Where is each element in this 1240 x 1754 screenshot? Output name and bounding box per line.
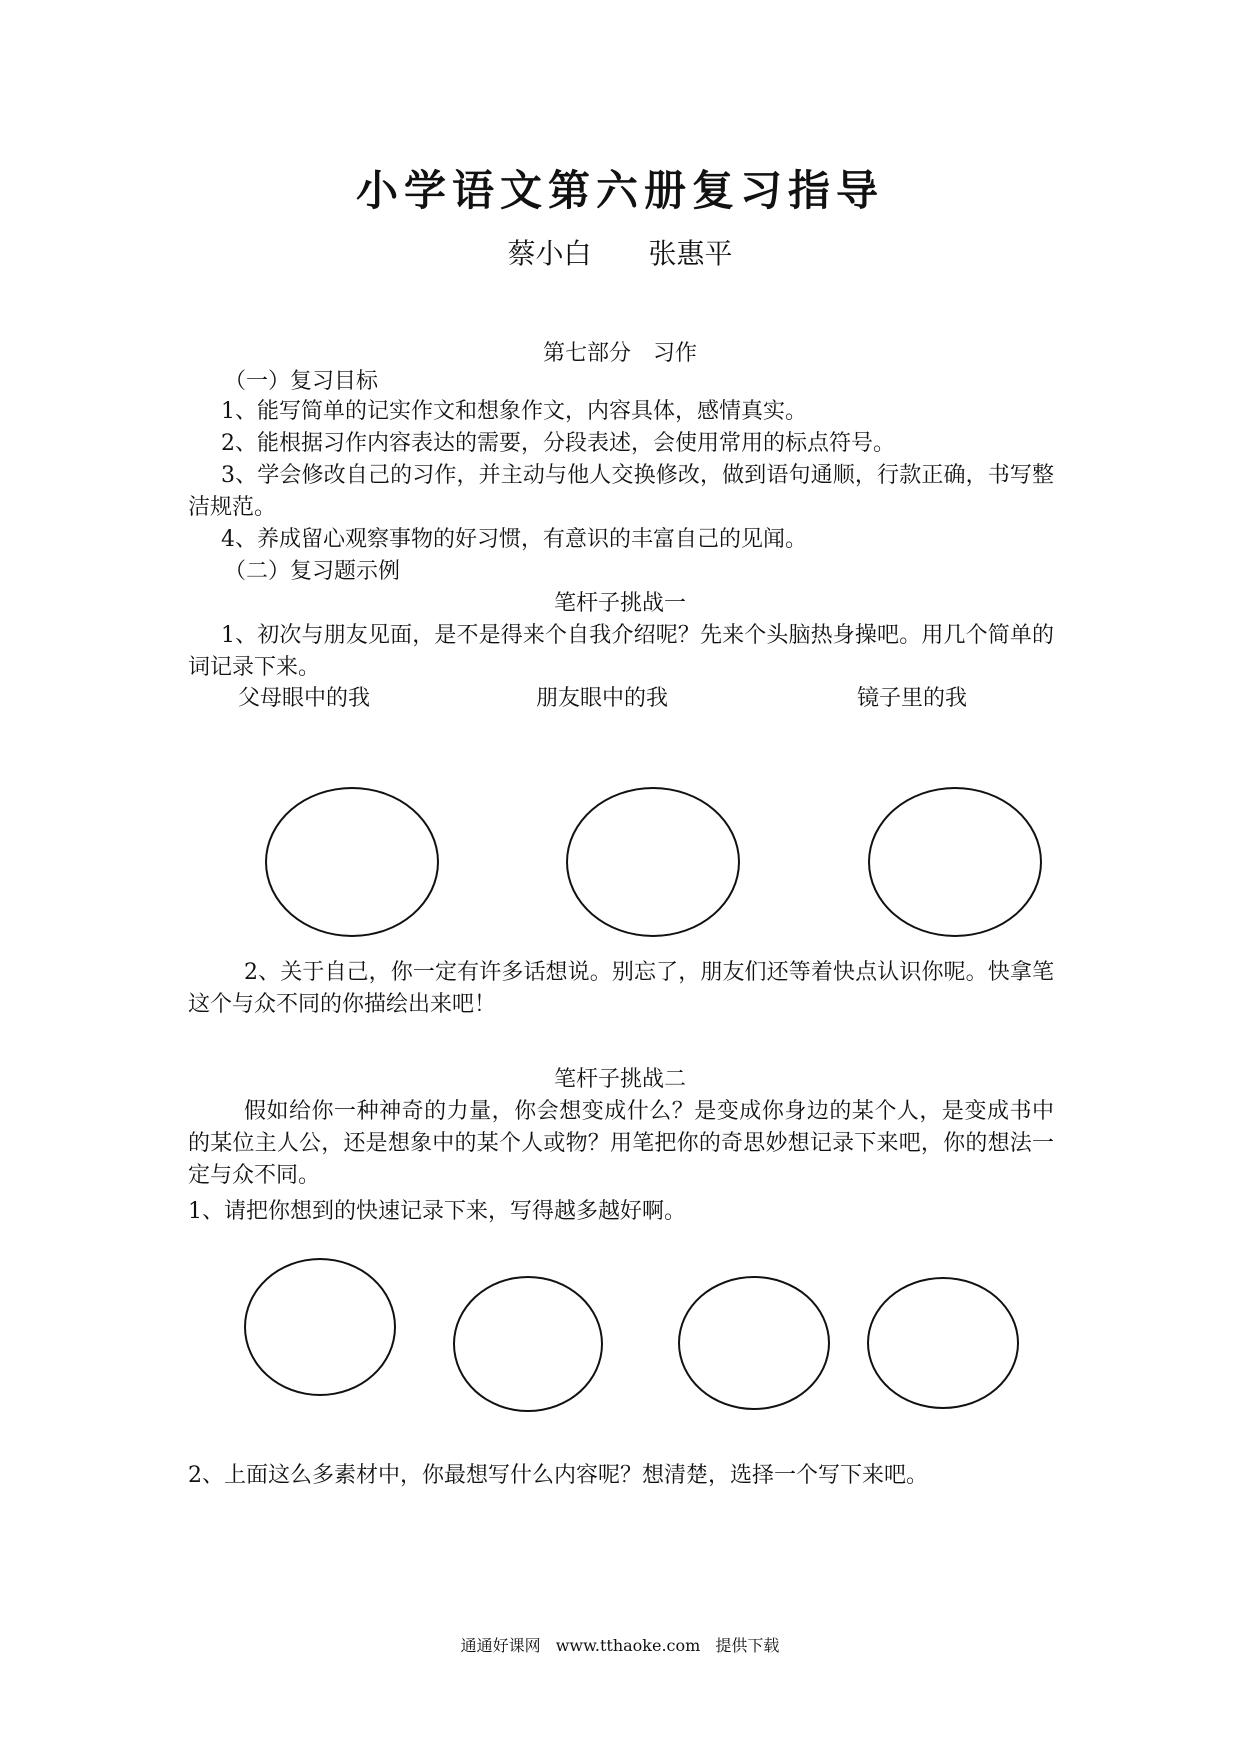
author-name: 张惠平 bbox=[648, 237, 733, 270]
authors bbox=[0, 232, 1240, 272]
answer-circle bbox=[265, 787, 439, 937]
footer-note: 提供下载 bbox=[715, 1636, 780, 1655]
answer-circle bbox=[678, 1276, 830, 1410]
footer-site-name: 通通好课网 bbox=[460, 1636, 541, 1655]
challenge-question: 2、上面这么多素材中，你最想写什么内容呢？想清楚，选择一个写下来吧。 bbox=[188, 1463, 928, 1488]
answer-circle bbox=[566, 787, 740, 937]
section-title: 第七部分 习作 bbox=[542, 341, 697, 366]
answer-circle bbox=[867, 1277, 1019, 1409]
challenge-title: 笔杆子挑战一 bbox=[553, 591, 686, 616]
author-name: 蔡小白 bbox=[507, 237, 592, 270]
circle-label: 父母眼中的我 bbox=[237, 686, 370, 711]
answer-circle bbox=[453, 1276, 603, 1412]
challenge-question: 2、关于自己，你一定有许多话想说。别忘了，朋友们还等着快点认识你呢。快拿笔这个与众不同的你描绘出来吧！ bbox=[188, 960, 1054, 1017]
challenge-title: 笔杆子挑战二 bbox=[553, 1067, 686, 1092]
goals-heading: （一）复习目标 bbox=[224, 369, 379, 394]
goal-item: 4、养成留心观察事物的好习惯，有意识的丰富自己的见闻。 bbox=[221, 527, 807, 552]
examples-heading: （二）复习题示例 bbox=[224, 559, 401, 584]
circle-label: 朋友眼中的我 bbox=[535, 686, 668, 711]
page-footer bbox=[0, 1634, 1240, 1658]
challenge-question: 1、初次与朋友见面，是不是得来个自我介绍呢？先来个头脑热身操吧。用几个简单的词记录下来。 bbox=[188, 623, 1054, 680]
goal-item: 3、学会修改自己的习作，并主动与他人交换修改，做到语句通顺，行款正确，书写整洁规范。 bbox=[188, 463, 1054, 520]
circle-label: 镜子里的我 bbox=[856, 686, 967, 711]
goal-item: 1、能写简单的记实作文和想象作文，内容具体，感情真实。 bbox=[221, 399, 807, 424]
answer-circle bbox=[244, 1258, 396, 1396]
challenge-question: 1、请把你想到的快速记录下来，写得越多越好啊。 bbox=[188, 1199, 686, 1224]
goal-item: 2、能根据习作内容表达的需要，分段表述，会使用常用的标点符号。 bbox=[221, 431, 895, 456]
challenge-intro: 假如给你一种神奇的力量，你会想变成什么？是变成你身边的某个人，是变成书中的某位主人公，还是想象中的某个人或物？用笔把你的奇思妙想记录下来吧，你的想法一定与众不同。 bbox=[188, 1099, 1054, 1188]
answer-circle bbox=[868, 787, 1042, 937]
document-title: 小学语文第六册复习指导 bbox=[355, 166, 884, 215]
footer-url[interactable]: www.tthaoke.com bbox=[555, 1636, 701, 1655]
